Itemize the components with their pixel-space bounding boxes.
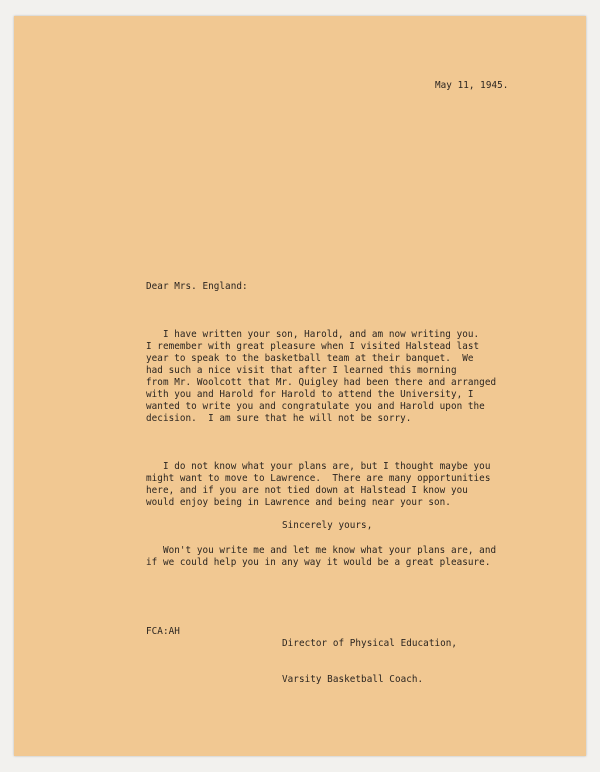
signature-block [282,614,457,710]
reference-initials: FCA:AH [146,626,180,637]
salutation: Dear Mrs. England: [146,281,248,292]
signature-title-line-2: Varsity Basketball Coach. [282,674,424,685]
body-paragraph-2: I do not know what your plans are, but I thought maybe you might want to move to Lawrence. There are many opportunities here, and if you are not tied down at Halstead I know you would enjoy being in Lawrence and being near your son. [146,461,491,508]
body-paragraph-1: I have written your son, Harold, and am now writing you. I remember with great pleasure when I visited Halstead last year to speak to the basketball team at their banquet. We had such a nice visit that after I learned this morning from Mr. Woolcott that Mr. Quigley had been there and arranged with you and Harold for Harold to attend the University, I wanted to write you and congratulate you and Harold upon the decision. I am sure that he will not be sorry. [146,329,497,424]
closing: Sincerely yours, [282,520,373,531]
signature-title-line-1: Director of Physical Education, [282,638,458,649]
letter-body [146,305,566,593]
body-paragraph-3: Won't you write me and let me know what your plans are, and if we could help you in any way it would be a great pleasure. [146,545,497,568]
letter-date: May 11, 1945. [435,80,509,91]
letter-page [14,16,586,756]
